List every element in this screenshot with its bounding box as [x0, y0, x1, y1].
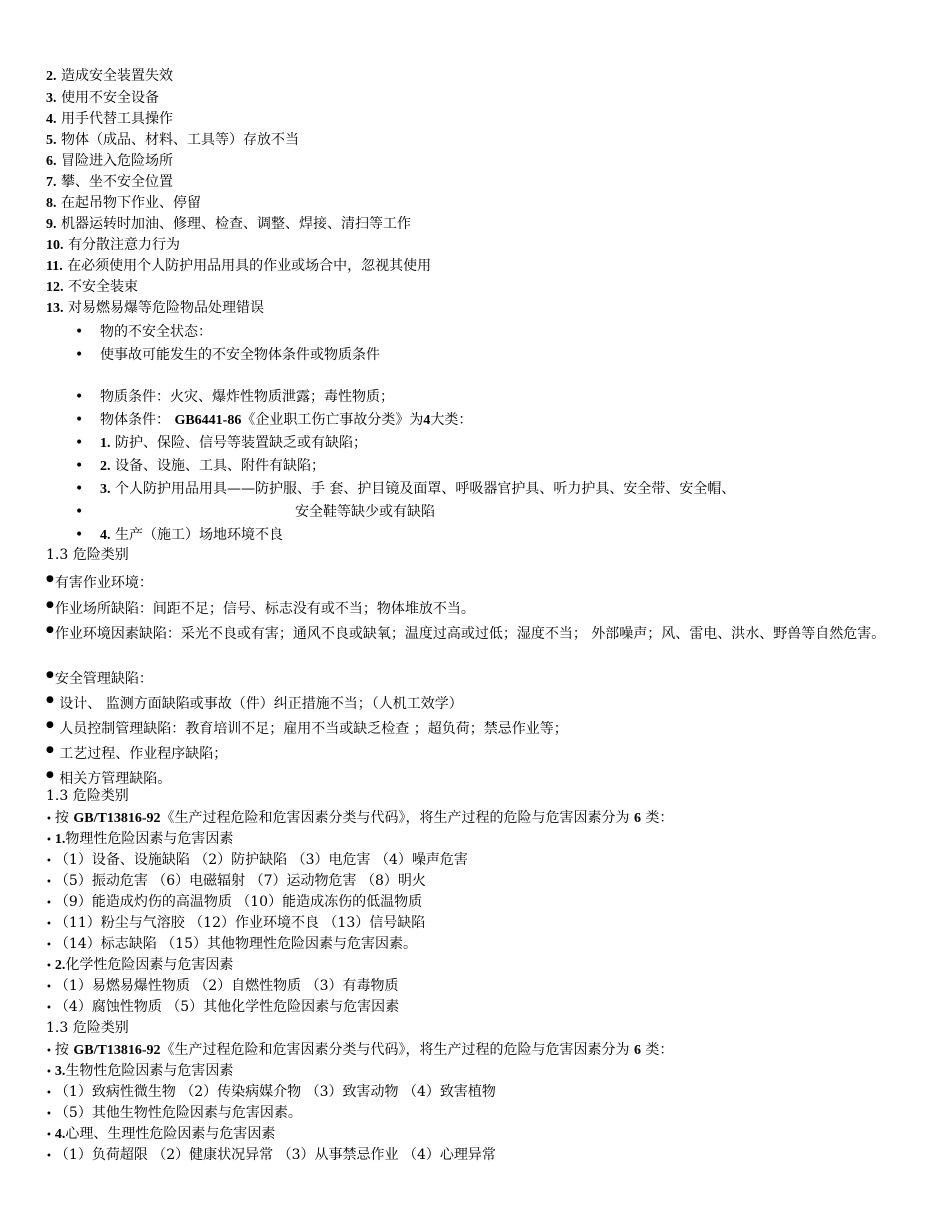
item-text: 不安全装束 [67, 279, 138, 295]
item-text: （1）易燃易爆性物质 （2）自燃性物质 （3）有毒物质 [54, 978, 399, 994]
item-text: 设备、设施、工具、附件有缺陷； [114, 458, 325, 474]
list-item [46, 256, 431, 277]
list-item [46, 88, 159, 109]
item-text: 冒险进入危险场所 [60, 153, 173, 169]
bullet-suffix: 大类： [430, 412, 473, 428]
bullet-icon: • [46, 1046, 52, 1057]
list-item [46, 214, 411, 235]
bullet-text [100, 433, 367, 454]
list-item [46, 172, 173, 193]
category-count: 6 [633, 811, 641, 826]
list-item [46, 595, 475, 619]
bullet-icon: • [46, 814, 52, 825]
item-number: 11. [46, 259, 63, 274]
item-text: 物体（成品、材料、工具等）存放不当 [60, 132, 299, 148]
list-item [46, 193, 201, 214]
item-text: 安全管理缺陷： [54, 671, 153, 687]
bullet-icon: • [46, 835, 52, 846]
bullet-icon: ● [46, 720, 54, 730]
bullet-icon: • [46, 1151, 52, 1162]
item-text: 在必须使用个人防护用品用具的作业或场合中，忽视其使用 [67, 258, 432, 274]
bullet-icon: ● [46, 695, 54, 705]
item-number: 12. [46, 280, 64, 295]
item-text: （14）标志缺陷 （15）其他物理性危险因素与危害因素。 [54, 936, 417, 952]
item-number: 4. [46, 112, 57, 127]
section-heading: 1.3 危险类别 [46, 1020, 129, 1036]
item-text: 设计、 监测方面缺陷或事故（件）纠正措施不当；（人机工效学） [54, 696, 463, 712]
bullet-icon: • [46, 982, 52, 993]
item-text: 造成安全装置失效 [60, 68, 173, 84]
item-number: 3. [46, 91, 57, 106]
item-text: 机器运转时加油、修理、检查、调整、焊接、清扫等工作 [60, 216, 411, 232]
item-number: 4. [100, 528, 111, 543]
list-item [46, 235, 180, 256]
item-number: 5. [46, 133, 57, 148]
bullet-icon: • [75, 347, 84, 363]
group-number: 3. [54, 1064, 66, 1079]
item-text: 生产（施工）场地环境不良 [114, 527, 283, 543]
item-text: 有分散注意力行为 [67, 237, 180, 253]
intro-suffix: 类： [640, 810, 674, 826]
item-text: （11）粉尘与气溶胶 （12）作业环境不良 （13）信号缺陷 [54, 915, 426, 931]
list-item [46, 109, 173, 130]
list-item [46, 277, 138, 298]
item-text: 个人防护用品用具——防护服、手 套、护目镜及面罩、呼吸器官护具、听力护具、安全带、安全帽、 [114, 481, 736, 497]
section-intro [46, 1040, 673, 1062]
item-text: （4）腐蚀性物质 （5）其他化学性危险因素与危害因素 [54, 999, 400, 1015]
intro-prefix: 按 [54, 810, 74, 826]
section-heading: 1.3 危险类别 [46, 788, 129, 804]
item-text: （1）负荷超限 （2）健康状况异常 （3）从事禁忌作业 （4）心理异常 [54, 1147, 496, 1163]
item-text: 在起吊物下作业、停留 [60, 195, 201, 211]
group-title: 化学性危险因素与危害因素 [65, 957, 234, 973]
bullet-icon: • [75, 504, 84, 520]
item-number: 3. [100, 482, 111, 497]
group-title: 生物性危险因素与危害因素 [65, 1063, 234, 1079]
item-number: 13. [46, 301, 64, 316]
standard-title: 《生产过程危险和危害因素分类与代码》，将生产过程的危险与危害因素分为 [160, 810, 634, 826]
bullet-icon: • [46, 1130, 52, 1141]
bullet-text: 安全鞋等缺少或有缺陷 [295, 504, 435, 520]
bullet-icon: • [75, 527, 84, 543]
item-text: （1）设备、设施缺陷 （2）防护缺陷 （3）电危害 （4）噪声危害 [54, 852, 468, 868]
group-number: 2. [54, 958, 66, 973]
item-text: （5）振动危害 （6）电磁辐射 （7）运动物危害 （8）明火 [54, 873, 426, 889]
item-text: （9）能造成灼伤的高温物质 （10）能造成冻伤的低温物质 [54, 894, 423, 910]
bullet-icon: • [75, 412, 84, 428]
bullet-icon: • [75, 481, 84, 497]
item-text: 相关方管理缺陷。 [54, 771, 172, 787]
category-count: 6 [633, 1043, 641, 1058]
group-title: 物理性危险因素与危害因素 [65, 831, 234, 847]
list-item [46, 871, 426, 893]
section-heading: 1.3 危险类别 [46, 547, 129, 563]
bullet-icon: • [46, 877, 52, 888]
list-item [46, 1082, 496, 1104]
bullet-text [100, 410, 472, 431]
standard-title: 《生产过程危险和危害因素分类与代码》，将生产过程的危险与危害因素分为 [160, 1042, 634, 1058]
group-heading [46, 955, 233, 977]
item-text: 工艺过程、作业程序缺陷； [54, 746, 228, 762]
list-item [46, 1103, 302, 1125]
list-item [46, 569, 153, 593]
bullet-icon: ● [46, 574, 54, 584]
group-heading [46, 829, 233, 851]
item-number: 2. [100, 459, 111, 474]
bullet-icon: • [46, 919, 52, 930]
bullet-prefix: 物体条件： [100, 412, 175, 428]
standard-code: GB/T13816-92 [73, 811, 161, 826]
list-item [46, 690, 463, 714]
group-number: 1. [54, 832, 66, 847]
group-title: 心理、生理性危险因素与危害因素 [65, 1126, 276, 1142]
category-count: 4 [423, 413, 431, 428]
item-text: 对易燃易爆等危险物品处理错误 [67, 300, 264, 316]
list-item [46, 620, 908, 644]
list-item [46, 913, 425, 935]
list-item [46, 66, 173, 87]
item-text: 攀、坐不安全位置 [60, 174, 173, 190]
group-number: 4. [54, 1127, 66, 1142]
list-item [46, 715, 568, 739]
intro-prefix: 按 [54, 1042, 74, 1058]
bullet-text: 物质条件：火灾、爆炸性物质泄露；毒性物质； [100, 389, 394, 405]
item-text: （5）其他生物性危险因素与危害因素。 [54, 1105, 302, 1121]
list-item [46, 997, 399, 1019]
bullet-icon: • [75, 324, 84, 340]
group-heading [46, 1061, 233, 1083]
list-item [46, 151, 173, 172]
bullet-text [100, 456, 325, 477]
intro-suffix: 类： [640, 1042, 674, 1058]
list-item [46, 298, 264, 319]
item-number: 2. [46, 69, 57, 84]
bullet-icon: • [46, 856, 52, 867]
bullet-icon: • [46, 1003, 52, 1014]
bullet-text [100, 479, 735, 500]
item-number: 6. [46, 154, 57, 169]
group-heading [46, 1124, 275, 1146]
bullet-icon: • [46, 1109, 52, 1120]
list-item [46, 1145, 496, 1167]
list-item [46, 934, 417, 956]
bullet-icon: • [46, 1088, 52, 1099]
bullet-text: 物的不安全状态： [100, 324, 212, 340]
bullet-icon: • [46, 1067, 52, 1078]
bullet-text: 使事故可能发生的不安全物体条件或物质条件 [100, 347, 380, 363]
item-number: 1. [100, 436, 111, 451]
standard-code: GB/T13816-92 [73, 1043, 161, 1058]
list-item [46, 976, 399, 998]
standard-code: GB6441-86 [174, 413, 242, 428]
item-text: 使用不安全设备 [60, 90, 159, 106]
section-intro [46, 808, 673, 830]
item-number: 9. [46, 217, 57, 232]
list-item [46, 892, 422, 914]
item-number: 8. [46, 196, 57, 211]
bullet-icon: • [75, 435, 84, 451]
item-text: 作业环境因素缺陷：采光不良或有害；通风不良或缺氧；温度过高或过低；湿度不当； 外部噪声；风、雷电、洪水、野兽等自然危害。 [54, 626, 886, 642]
bullet-text [100, 525, 283, 546]
bullet-icon: ● [46, 745, 54, 755]
item-text: 用手代替工具操作 [60, 111, 173, 127]
bullet-icon: • [46, 940, 52, 951]
bullet-icon: • [75, 458, 84, 474]
bullet-icon: • [46, 961, 52, 972]
bullet-icon: • [46, 898, 52, 909]
bullet-icon: ● [46, 625, 54, 635]
bullet-icon: ● [46, 600, 54, 610]
bullet-icon: ● [46, 670, 54, 680]
item-text: （1）致病性微生物 （2）传染病媒介物 （3）致害动物 （4）致害植物 [54, 1084, 496, 1100]
item-number: 10. [46, 238, 64, 253]
bullet-icon: ● [46, 770, 54, 780]
list-item [46, 130, 299, 151]
list-item [46, 665, 153, 689]
standard-title: 《企业职工伤亡事故分类》为 [241, 412, 424, 428]
item-text: 作业场所缺陷：间距不足；信号、标志没有或不当；物体堆放不当。 [54, 601, 475, 617]
item-number: 7. [46, 175, 57, 190]
list-item [46, 740, 227, 764]
list-item [46, 850, 468, 872]
item-text: 有害作业环境： [54, 575, 153, 591]
item-text: 人员控制管理缺陷：教育培训不足；雇用不当或缺乏检查 ；超负荷；禁忌作业等； [54, 721, 568, 737]
item-text: 防护、保险、信号等装置缺乏或有缺陷； [114, 435, 367, 451]
bullet-icon: • [75, 389, 84, 405]
